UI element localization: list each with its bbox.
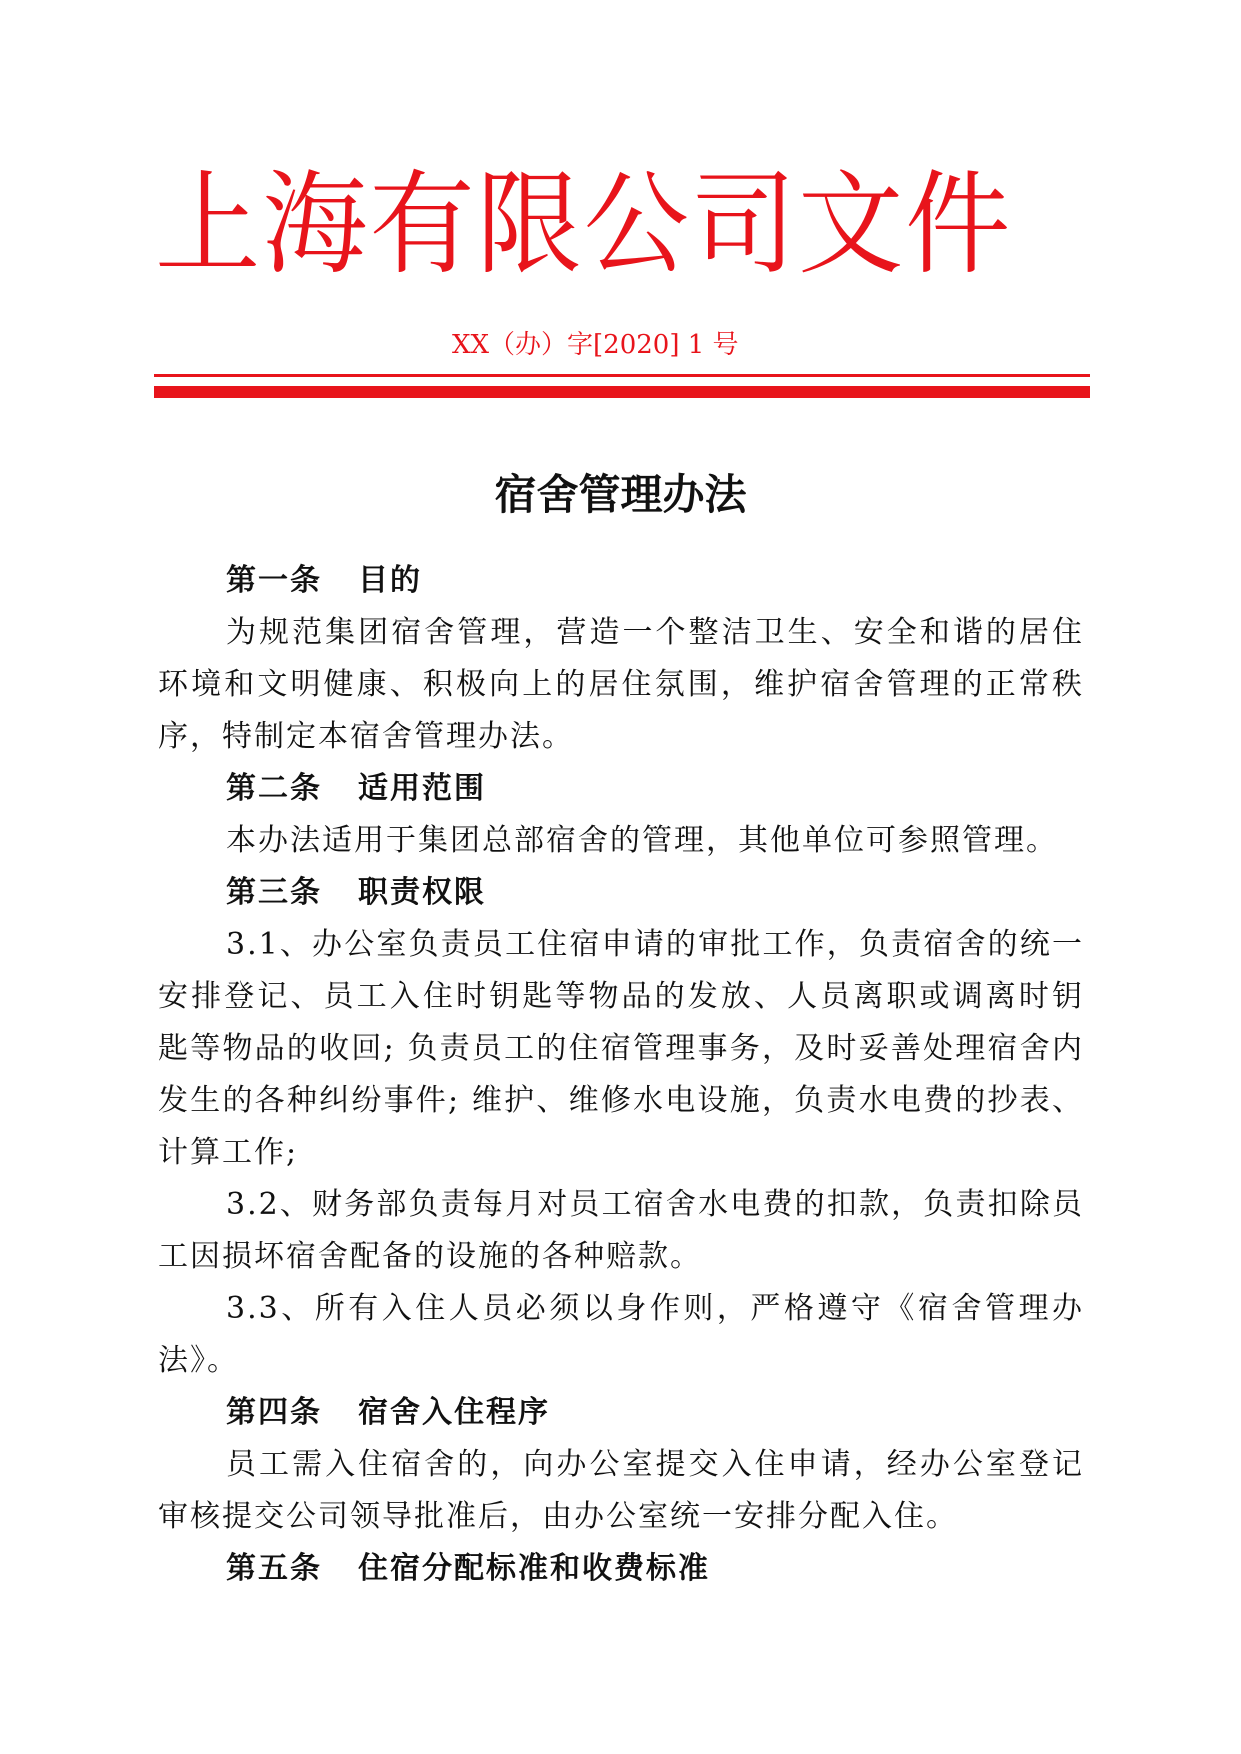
section-5-number: 第五条 — [226, 1551, 322, 1586]
section-4-number: 第四条 — [226, 1395, 322, 1430]
letterhead-thin-rule — [154, 374, 1090, 377]
section-3-number: 第三条 — [226, 875, 322, 910]
section-1-paragraph-1: 为规范集团宿舍管理，营造一个整洁卫生、安全和谐的居住环境和文明健康、积极向上的居住氛围，维护宿舍管理的正常秩序，特制定本宿舍管理办法。 — [158, 615, 1084, 754]
section-5-heading — [158, 1543, 1084, 1595]
section-2-title: 适用范围 — [358, 771, 486, 806]
section-5-title: 住宿分配标准和收费标准 — [358, 1551, 710, 1586]
section-4-paragraph-1: 员工需入住宿舍的，向办公室提交入住申请，经办公室登记审核提交公司领导批准后，由办公室统一安排分配入住。 — [158, 1447, 1084, 1534]
letterhead-title: 上海有限公司文件 — [155, 160, 1013, 290]
section-3-paragraph-2: 3.2、财务部负责每月对员工宿舍水电费的扣款，负责扣除员工因损坏宿舍配备的设施的各种赔款。 — [158, 1187, 1084, 1274]
section-3-paragraph-3: 3.3、所有入住人员必须以身作则，严格遵守《宿舍管理办法》。 — [158, 1291, 1084, 1378]
document-body — [158, 555, 1084, 1595]
section-2-heading — [158, 763, 1084, 815]
section-1-heading — [158, 555, 1084, 607]
document-title: 宿舍管理办法 — [494, 470, 747, 519]
section-1-title: 目的 — [358, 563, 422, 598]
letterhead-thick-rule — [154, 386, 1090, 398]
section-3-paragraph-1: 3.1、办公室负责员工住宿申请的审批工作，负责宿舍的统一安排登记、员工入住时钥匙等物品的发放、人员离职或调离时钥匙等物品的收回; 负责员工的住宿管理事务，及时妥善处理宿舍内发生的各种纠纷事件; 维护、维修水电设施，负责水电费的抄表、计算工作; — [158, 927, 1084, 1170]
section-2-number: 第二条 — [226, 771, 322, 806]
document-number: XX（办）字[2020] 1 号 — [452, 330, 739, 360]
section-3-heading — [158, 867, 1084, 919]
section-4-title: 宿舍入住程序 — [358, 1395, 550, 1430]
section-1-number: 第一条 — [226, 563, 322, 598]
section-3-title: 职责权限 — [358, 875, 486, 910]
section-4-heading — [158, 1387, 1084, 1439]
section-2-paragraph-1: 本办法适用于集团总部宿舍的管理，其他单位可参照管理。 — [226, 823, 1058, 858]
